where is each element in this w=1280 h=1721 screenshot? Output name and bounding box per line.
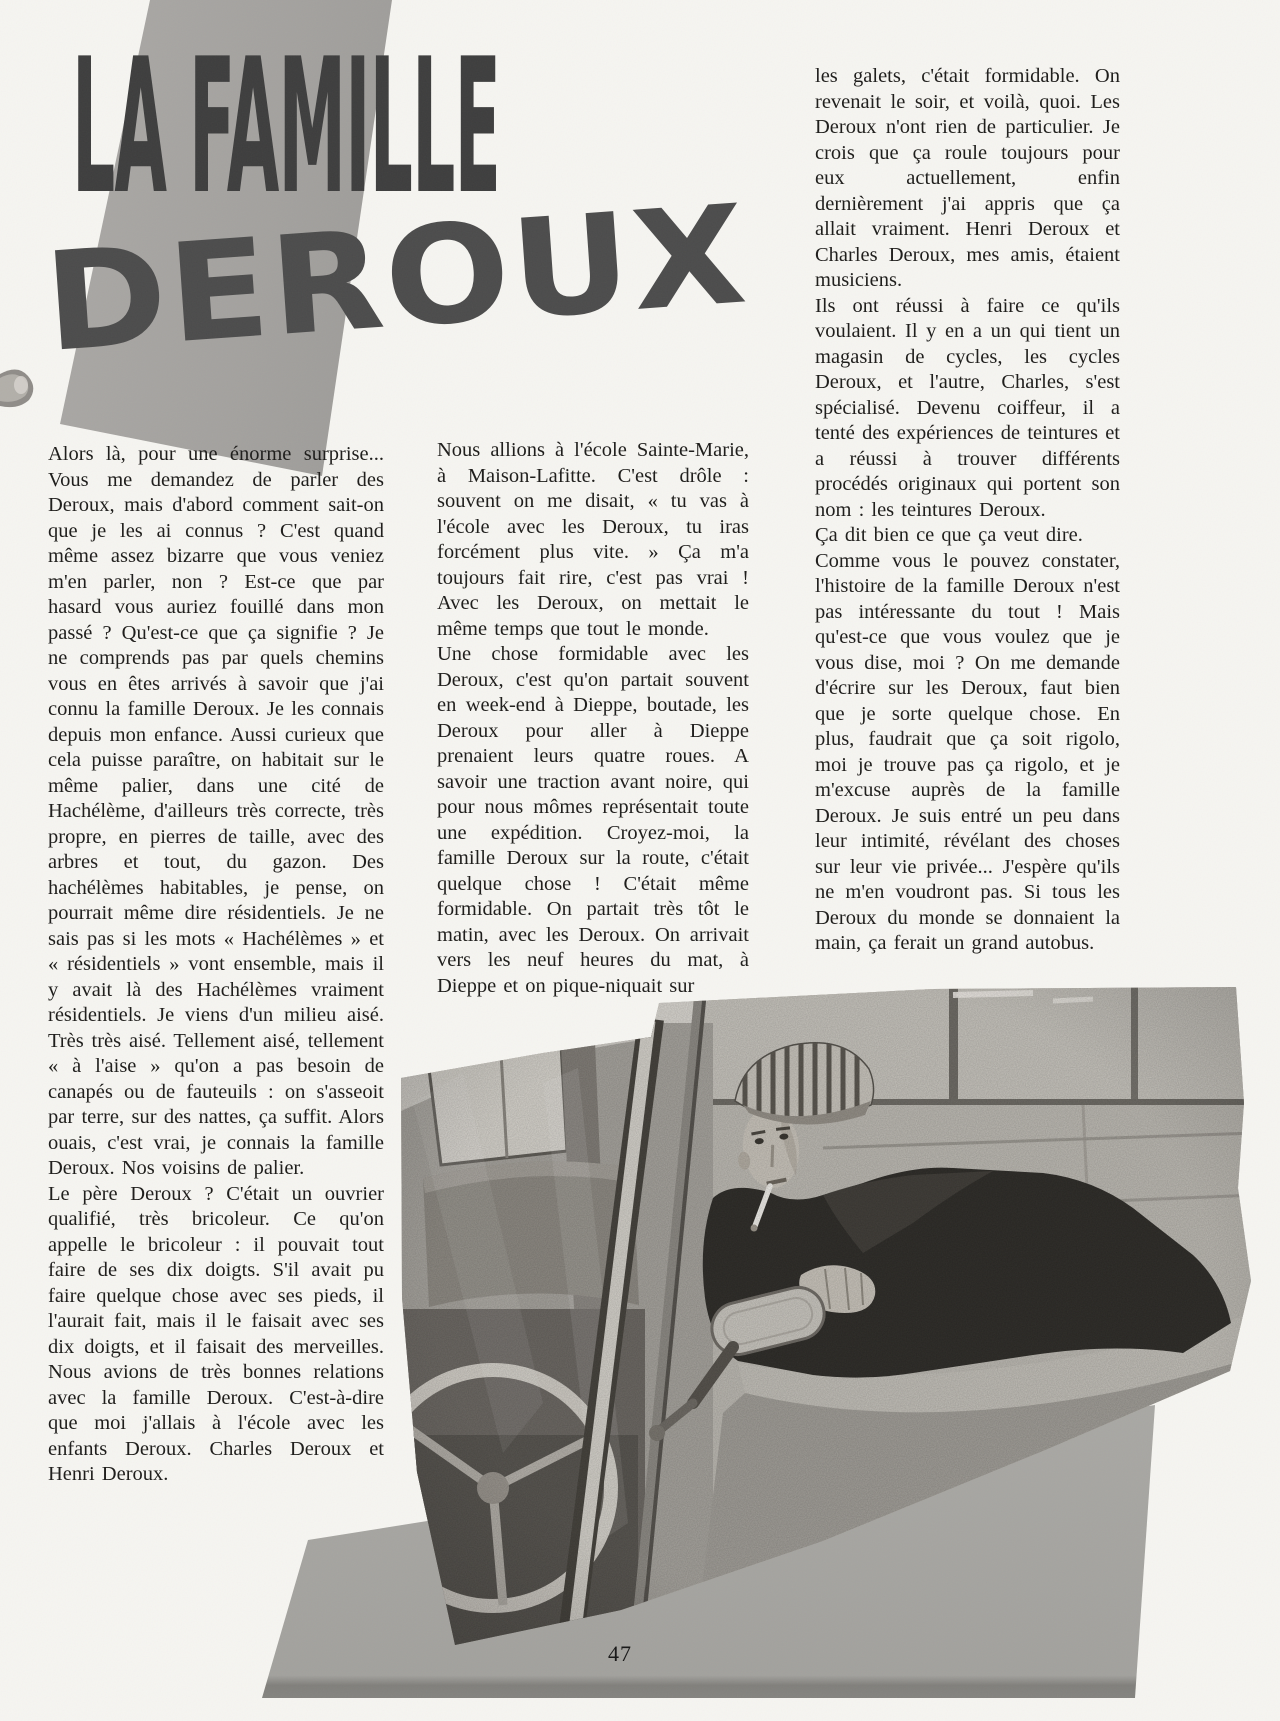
article-column-1 xyxy=(48,442,384,1488)
paragraph: Le père Deroux ? C'était un ouvrier qualifié, très bricoleur. Ce qu'on appelle le bricoleur : il pouvait tout faire de ses dix doigts. S'il avait pu faire quelque chose avec ses pieds, il l'aurait fait, mais il le faisait avec ses dix doigts, et il faisait des merveilles. Nous avions de très bonnes relations avec la famille Deroux. C'est-à-dire que moi j'allais à l'école avec les enfants Deroux. Charles Deroux et Henri Deroux. xyxy=(48,1182,384,1485)
paragraph: Alors là, pour une énorme surprise... Vous me demandez de parler des Deroux, mais d'abord comment sait-on que je les ai connus ? C'est quand même assez bizarre que vous veniez m'en parler, non ? Est-ce que par hasard vous auriez fouillé dans mon passé ? Qu'est-ce que ça signifie ? Je ne comprends pas par quels chemins vous en êtes arrivés à savoir que j'ai connu la famille Deroux. Je les connais depuis mon enfance. Aussi curieux que cela puisse paraître, on habitait sur le même palier, dans une cité de Hachélème, d'ailleurs très correcte, très propre, en pierres de taille, avec des arbres et tout, du gazon. Des hachélèmes habitables, je pense, on pourrait même dire résidentiels. Je ne sais pas si les mots « Hachélèmes » et « résidentiels » vont ensemble, mais il y avait là des Hachélèmes vraiment résidentiels. Je viens d'un milieu aisé. Très très aisé. Tellement aisé, tellement « à l'aise » qu'on a pas besoin de canapés ou de fauteuils : on s'asseoit par terre, sur des nattes, ça suffit. Alors ouais, c'est vrai, je connais la famille Deroux. Nos voisins de palier. xyxy=(48,443,384,1179)
article-title-line1: LA FAMILLE xyxy=(72,18,501,235)
paragraph: Ça dit bien ce que ça veut dire. xyxy=(815,524,1083,546)
paragraph: Nous allions à l'école Sainte-Marie, à Maison-Lafitte. C'est drôle : souvent on me disait, « tu vas à l'école avec les Deroux, tu iras forcément plus vite. » Ça m'a toujours fait rire, c'est pas vrai ! Avec les Deroux, on mettait le même temps que tout le monde. xyxy=(437,439,749,640)
article-title-line2: DEROUX xyxy=(39,176,753,383)
paragraph: les galets, c'était formidable. On revenait le soir, et voilà, quoi. Les Deroux n'ont rien de particulier. Je crois que ça roule toujours pour eux actuellement, enfin dernièrement j'ai appris que ça allait vraiment. Henri Deroux et Charles Deroux, mes amis, étaient musiciens. xyxy=(815,65,1120,291)
fingertip-photo-scrap xyxy=(0,364,40,410)
paragraph: Ils ont réussi à faire ce qu'ils voulaient. Il y en a un qui tient un magasin de cycles, les cycles Deroux, et l'autre, Charles, s'est spécialisé. Devenu coiffeur, il a tenté des expériences de teintures et a réussi à trouver différents procédés originaux qui portent son nom : les teintures Deroux. xyxy=(815,294,1120,521)
page-number: 47 xyxy=(608,1641,632,1666)
paragraph: Une chose formidable avec les Deroux, c'est qu'on partait souvent en week-end à Dieppe, boutade, les Deroux pour aller à Dieppe prenaient leurs quatre roues. A savoir une traction avant noire, qui pour nous mômes représentait toute une expédition. Croyez-moi, la famille Deroux sur la route, c'était quelque chose ! C'était même formidable. On partait très tôt le matin, avec les Deroux. On arrivait vers les neuf heures du mat, à Dieppe et on pique-niquait sur xyxy=(437,643,749,997)
article-column-3 xyxy=(815,64,1120,957)
paragraph: Comme vous le pouvez constater, l'histoire de la famille Deroux n'est pas intéressante du tout ! Mais qu'est-ce que vous voulez que je vous dise, moi ? On me demande d'écrire sur les Deroux, faut bien que je sorte quelque chose. En plus, faudrait que ça soit rigolo, moi je trouve pas ça rigolo, et je m'excuse auprès de la famille Deroux. Je suis entré un peu dans leur intimité, révélant des choses sur leur vie privée... J'espère qu'ils ne m'en voudront pas. Si tous les Deroux du monde se donnaient la main, ça ferait un grand autobus. xyxy=(815,549,1120,954)
fingertip-icon xyxy=(0,364,40,410)
article-column-2 xyxy=(437,438,749,999)
